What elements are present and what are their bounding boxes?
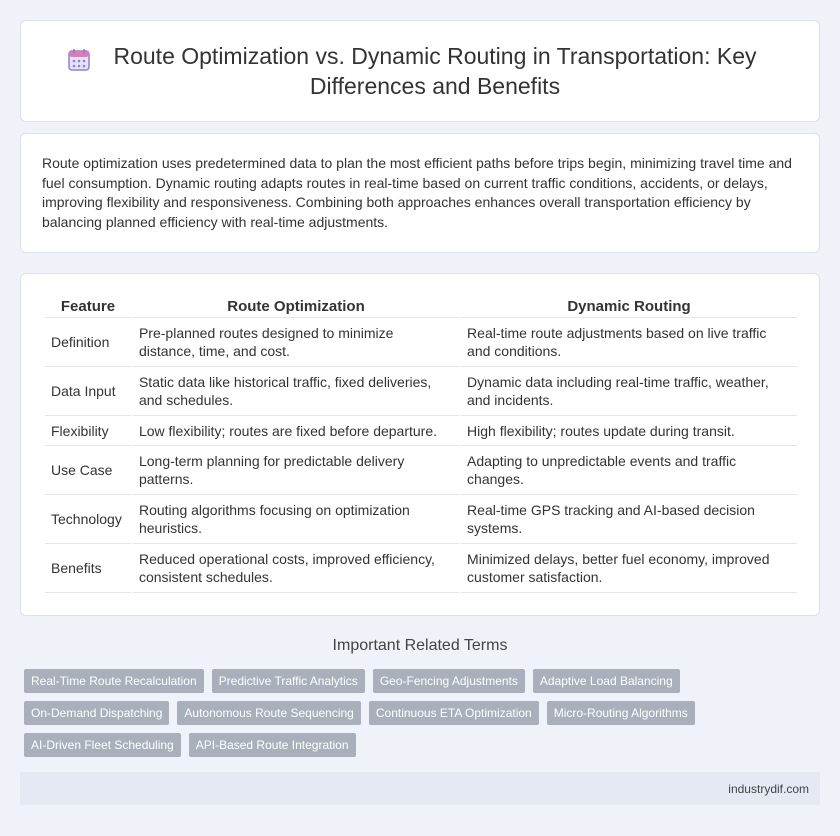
- route-optimization-cell: Static data like historical traffic, fixed deliveries, and schedules.: [133, 367, 459, 416]
- feature-cell: Technology: [45, 495, 131, 544]
- table-row: [45, 544, 797, 593]
- dynamic-routing-cell: Adapting to unpredictable events and traffic changes.: [461, 446, 797, 495]
- comparison-table: [43, 295, 799, 593]
- related-terms-list: [24, 669, 714, 757]
- related-term-tag[interactable]: Micro-Routing Algorithms: [547, 701, 695, 725]
- table-row: [45, 416, 797, 446]
- route-optimization-cell: Pre-planned routes designed to minimize distance, time, and cost.: [133, 318, 459, 367]
- route-optimization-cell: Routing algorithms focusing on optimization heuristics.: [133, 495, 459, 544]
- feature-cell: Definition: [45, 318, 131, 367]
- related-term-tag[interactable]: Adaptive Load Balancing: [533, 669, 680, 693]
- feature-cell: Flexibility: [45, 416, 131, 446]
- dynamic-routing-cell: Minimized delays, better fuel economy, improved customer satisfaction.: [461, 544, 797, 593]
- footer-site-link[interactable]: industrydif.com: [728, 782, 809, 796]
- related-term-tag[interactable]: Autonomous Route Sequencing: [177, 701, 360, 725]
- header-route-optimization: Route Optimization: [133, 295, 459, 318]
- header-card: [20, 20, 820, 122]
- related-term-tag[interactable]: Real-Time Route Recalculation: [24, 669, 204, 693]
- related-term-tag[interactable]: Geo-Fencing Adjustments: [373, 669, 525, 693]
- intro-card: [20, 133, 820, 253]
- dynamic-routing-cell: Real-time GPS tracking and AI-based decision systems.: [461, 495, 797, 544]
- table-row: [45, 367, 797, 416]
- intro-paragraph: Route optimization uses predetermined data to plan the most efficient paths before trips begin, minimizing travel time and fuel consumption. Dynamic routing adapts routes in real-time based on current traffic conditions, accidents, or delays, improving flexibility and responsiveness. Combining both approaches enhances overall transportation efficiency by balancing planned efficiency with real-time adjustments.: [42, 155, 792, 230]
- route-optimization-cell: Reduced operational costs, improved efficiency, consistent schedules.: [133, 544, 459, 593]
- feature-cell: Use Case: [45, 446, 131, 495]
- table-row: [45, 495, 797, 544]
- table-row: [45, 318, 797, 367]
- dynamic-routing-cell: Dynamic data including real-time traffic, weather, and incidents.: [461, 367, 797, 416]
- dynamic-routing-cell: High flexibility; routes update during transit.: [461, 416, 797, 446]
- related-term-tag[interactable]: API-Based Route Integration: [189, 733, 356, 757]
- header-feature: Feature: [45, 295, 131, 318]
- page-title: Route Optimization vs. Dynamic Routing in Transportation: Key Differences and Benefits: [113, 43, 757, 99]
- related-term-tag[interactable]: Continuous ETA Optimization: [369, 701, 539, 725]
- related-term-tag[interactable]: On-Demand Dispatching: [24, 701, 169, 725]
- comparison-card: [20, 273, 820, 616]
- dynamic-routing-cell: Real-time route adjustments based on live traffic and conditions.: [461, 318, 797, 367]
- related-term-tag[interactable]: Predictive Traffic Analytics: [212, 669, 365, 693]
- footer: [20, 772, 820, 805]
- related-terms-heading: Important Related Terms: [332, 637, 508, 654]
- feature-cell: Data Input: [45, 367, 131, 416]
- header-dynamic-routing: Dynamic Routing: [461, 295, 797, 318]
- route-optimization-cell: Long-term planning for predictable delivery patterns.: [133, 446, 459, 495]
- related-term-tag[interactable]: AI-Driven Fleet Scheduling: [24, 733, 181, 757]
- feature-cell: Benefits: [45, 544, 131, 593]
- table-row: [45, 446, 797, 495]
- route-optimization-cell: Low flexibility; routes are fixed before departure.: [133, 416, 459, 446]
